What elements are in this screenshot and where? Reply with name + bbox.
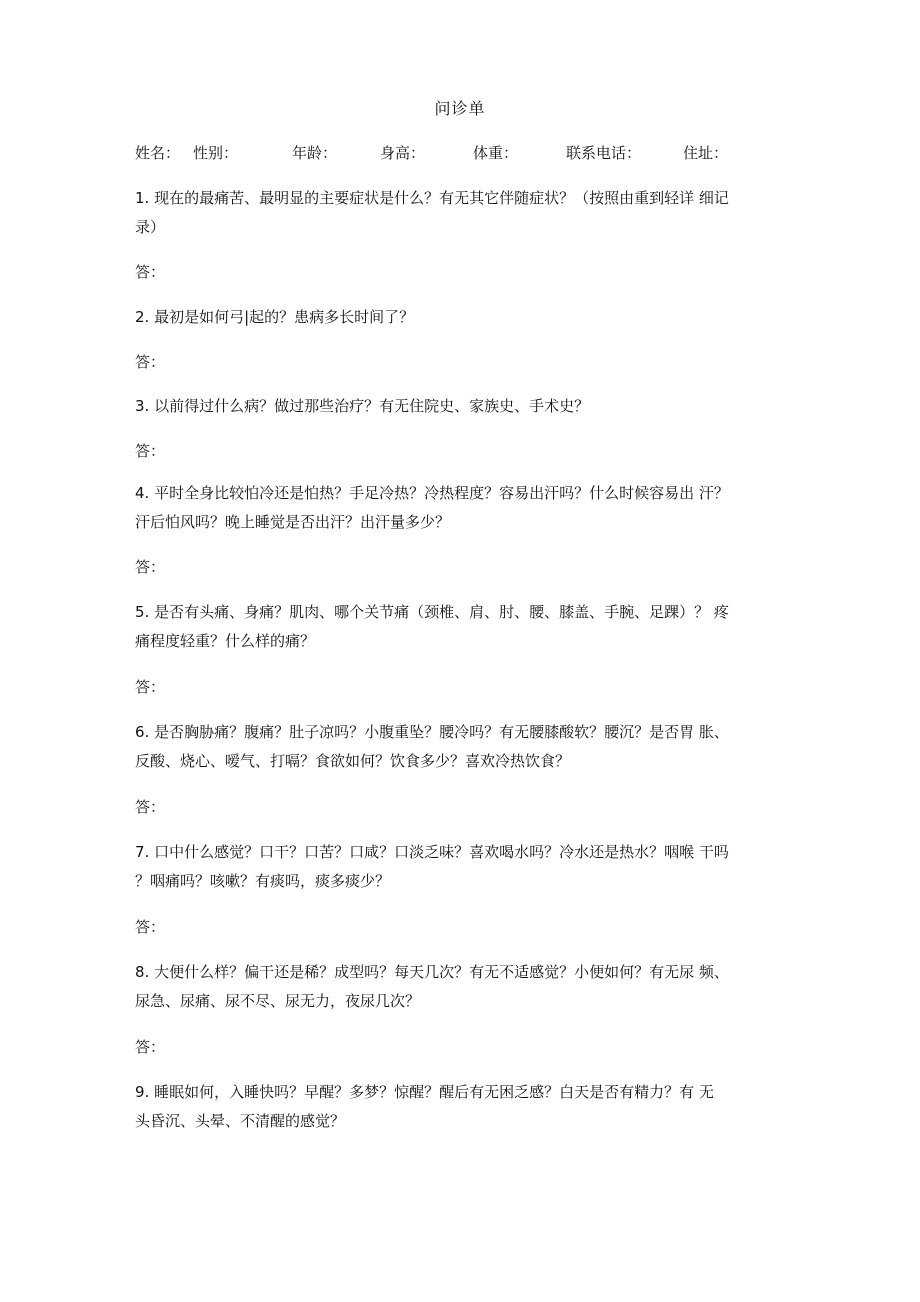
question-4-line-1: 4. 平时全身比较怕冷还是怕热？手足冷热？冷热程度？容易出汗吗？什么时候容易出 汗？ xyxy=(135,484,729,502)
question-1-line-1: 1. 现在的最痛苦、最明显的主要症状是什么？有无其它伴随症状？（按照由重到轻详 细记 xyxy=(135,189,729,207)
question-4-line-2: 汗后怕风吗？晚上睡觉是否出汗？出汗量多少？ xyxy=(135,513,451,531)
question-4 xyxy=(135,479,795,537)
question-8-line-2: 尿急、尿痛、尿不尽、尿无力，夜尿几次？ xyxy=(135,992,421,1010)
answer-3-label: 答： xyxy=(135,442,166,460)
question-3 xyxy=(135,392,795,421)
question-6-line-1: 6. 是否胸胁痛？腹痛？肚子凉吗？小腹重坠？腰冷吗？有无腰膝酸软？腰沉？是否胃 胀、 xyxy=(135,723,729,741)
question-8 xyxy=(135,958,795,1016)
question-2 xyxy=(135,303,795,332)
gender-label: 性别： xyxy=(193,144,239,162)
question-7-line-1: 7. 口中什么感觉？口干？口苦？口咸？口淡乏味？喜欢喝水吗？冷水还是热水？咽喉 干吗 xyxy=(135,843,729,861)
answer-7-label: 答： xyxy=(135,918,166,936)
question-9-line-1: 9. 睡眠如何，入睡快吗？早醒？多梦？惊醒？醒后有无困乏感？白天是否有精力？有 无 xyxy=(135,1083,714,1101)
weight-label: 体重： xyxy=(473,144,519,162)
answer-8-label: 答： xyxy=(135,1038,166,1056)
answer-1-label: 答： xyxy=(135,263,166,281)
height-label: 身高： xyxy=(380,144,426,162)
age-label: 年龄： xyxy=(292,144,338,162)
question-9 xyxy=(135,1078,795,1136)
question-3-line-1: 3. 以前得过什么病？做过那些治疗？有无住院史、家族史、手术史？ xyxy=(135,397,590,415)
patient-info-row xyxy=(135,142,795,162)
question-8-line-1: 8. 大便什么样？偏干还是稀？成型吗？每天几次？有无不适感觉？小便如何？有无尿 频、 xyxy=(135,963,729,981)
question-6 xyxy=(135,718,795,776)
question-7 xyxy=(135,838,795,896)
question-2-line-1: 2. 最初是如何弓|起的？患病多长时间了？ xyxy=(135,308,415,326)
question-7-line-2: ？咽痛吗？咳嗽？有痰吗，痰多痰少？ xyxy=(135,872,391,890)
question-5-line-1: 5. 是否有头痛、身痛？肌肉、哪个关节痛（颈椎、肩、肘、腰、膝盖、手腕、足踝）？ 疼 xyxy=(135,603,729,621)
address-label: 住址： xyxy=(683,144,729,162)
answer-4-label: 答： xyxy=(135,558,166,576)
question-1-line-2: 录） xyxy=(135,218,166,236)
question-5-line-2: 痛程度轻重？什么样的痛？ xyxy=(135,632,316,650)
answer-5-label: 答： xyxy=(135,678,166,696)
answer-6-label: 答： xyxy=(135,798,166,816)
question-6-line-2: 反酸、烧心、嗳气、打嗝？食欲如何？饮食多少？喜欢冷热饮食？ xyxy=(135,752,571,770)
answer-2-label: 答： xyxy=(135,353,166,371)
question-1 xyxy=(135,184,795,242)
question-5 xyxy=(135,598,795,656)
phone-label: 联系电话： xyxy=(566,144,642,162)
name-label: 姓名： xyxy=(135,144,181,162)
question-9-line-2: 头昏沉、头晕、不清醒的感觉？ xyxy=(135,1112,346,1130)
form-title: 问诊单 xyxy=(434,99,486,118)
